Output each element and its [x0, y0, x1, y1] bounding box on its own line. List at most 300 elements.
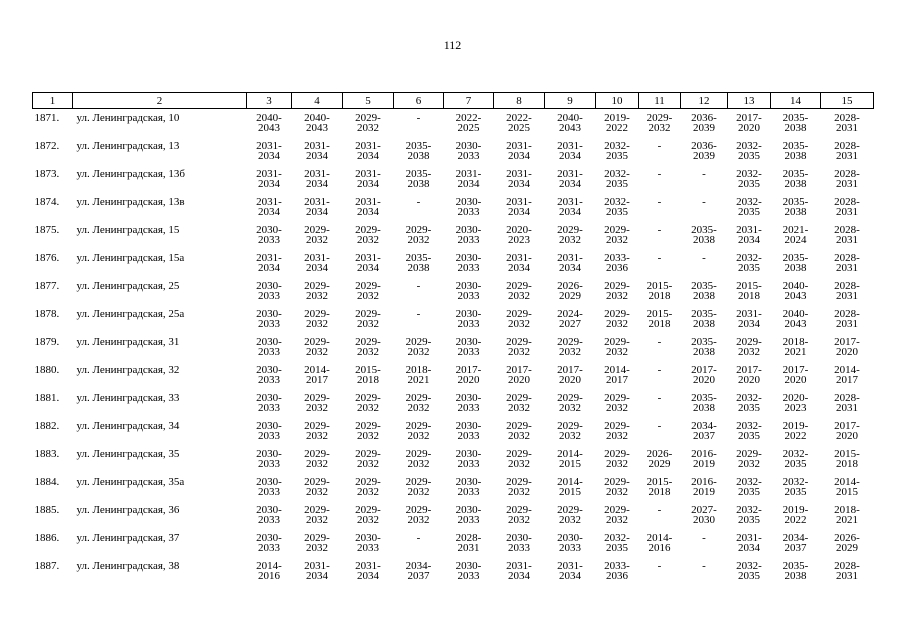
period-value: 2015- 2018	[646, 307, 673, 330]
period-cell	[681, 277, 728, 305]
period-value: 2032- 2035	[736, 475, 762, 498]
period-cell	[247, 305, 292, 333]
period-cell	[343, 361, 394, 389]
period-cell	[494, 361, 545, 389]
period-value: 2029- 2032	[506, 503, 532, 526]
period-cell	[545, 417, 596, 445]
period-cell	[771, 501, 821, 529]
period-value: 2017- 2020	[736, 112, 762, 134]
period-cell	[681, 389, 728, 417]
header-cell: 14	[771, 93, 821, 109]
period-cell	[681, 193, 728, 221]
period-cell	[247, 137, 292, 165]
period-cell	[444, 305, 494, 333]
period-cell	[343, 557, 394, 585]
period-value: 2032- 2035	[736, 167, 762, 190]
header-cell: 7	[444, 93, 494, 109]
page-number: 112	[443, 38, 462, 52]
period-cell	[394, 221, 444, 249]
period-value: 2030- 2033	[557, 531, 583, 554]
period-value: 2029- 2032	[355, 475, 381, 498]
period-value: 2029- 2032	[506, 391, 532, 414]
table-row	[33, 389, 874, 417]
period-value: -	[657, 559, 662, 572]
period-value: 2029- 2032	[506, 447, 532, 470]
period-cell	[343, 305, 394, 333]
header-cell: 1	[33, 93, 73, 109]
period-cell	[444, 557, 494, 585]
table-row	[33, 417, 874, 445]
period-cell	[292, 445, 343, 473]
period-value: 2031- 2034	[506, 251, 532, 274]
row-number: 1886.	[34, 531, 60, 544]
period-value: 2028- 2031	[834, 195, 860, 218]
period-cell	[343, 137, 394, 165]
period-cell	[821, 193, 874, 221]
period-value: -	[657, 139, 662, 152]
period-cell	[596, 165, 639, 193]
period-cell	[292, 529, 343, 557]
header-cell: 5	[343, 93, 394, 109]
period-value: 2035- 2038	[782, 559, 809, 582]
period-value: 2015- 2018	[646, 475, 673, 498]
period-cell	[444, 445, 494, 473]
period-value: 2032- 2035	[736, 251, 762, 274]
period-cell	[545, 529, 596, 557]
table-row	[33, 109, 874, 137]
period-cell	[494, 277, 545, 305]
period-cell	[728, 137, 771, 165]
period-cell	[821, 165, 874, 193]
period-cell	[771, 389, 821, 417]
period-cell	[292, 277, 343, 305]
period-cell	[494, 501, 545, 529]
period-value: 2035- 2038	[691, 307, 717, 330]
period-cell	[681, 445, 728, 473]
period-cell	[247, 473, 292, 501]
period-value: 2031- 2034	[736, 223, 762, 246]
period-value: 2033- 2036	[604, 559, 630, 582]
period-cell	[247, 557, 292, 585]
period-value: 2029- 2032	[304, 503, 330, 526]
period-value: 2014- 2017	[834, 363, 860, 386]
row-number: 1884.	[34, 475, 60, 488]
row-number: 1877.	[34, 279, 60, 292]
period-cell	[343, 389, 394, 417]
period-cell	[681, 529, 728, 557]
period-value: 2026- 2029	[646, 447, 673, 470]
period-value: 2030- 2033	[455, 419, 482, 442]
period-value: 2031- 2034	[736, 307, 762, 330]
period-cell	[247, 165, 292, 193]
period-value: 2031- 2034	[355, 559, 381, 582]
period-value: -	[657, 223, 662, 236]
period-cell	[394, 417, 444, 445]
period-cell	[821, 109, 874, 137]
period-value: 2030- 2033	[455, 279, 482, 302]
street-address: ул. Ленинградская, 15	[76, 223, 180, 236]
period-cell	[639, 333, 681, 361]
period-cell	[545, 137, 596, 165]
period-cell	[343, 445, 394, 473]
period-cell	[247, 501, 292, 529]
period-cell	[247, 221, 292, 249]
period-cell	[494, 305, 545, 333]
period-cell	[292, 249, 343, 277]
period-cell	[394, 529, 444, 557]
table-row	[33, 529, 874, 557]
period-value: 2031- 2034	[256, 195, 282, 218]
period-value: 2026- 2029	[834, 531, 860, 554]
period-value: 2030- 2033	[455, 559, 482, 582]
period-value: 2030- 2033	[455, 447, 482, 470]
period-value: 2031- 2034	[304, 195, 330, 218]
period-value: 2032- 2035	[736, 391, 762, 414]
period-value: 2015- 2018	[736, 279, 762, 302]
period-value: 2018- 2021	[782, 335, 809, 358]
period-value: 2032- 2035	[736, 419, 762, 442]
period-cell	[771, 249, 821, 277]
period-value: 2035- 2038	[691, 223, 717, 246]
period-cell	[494, 417, 545, 445]
period-value: 2040- 2043	[782, 279, 809, 302]
period-cell	[292, 389, 343, 417]
street-address: ул. Ленинградская, 15а	[76, 251, 185, 264]
period-cell	[394, 109, 444, 137]
period-value: 2028- 2031	[834, 112, 860, 134]
period-cell	[292, 193, 343, 221]
period-value: 2032- 2035	[604, 139, 630, 162]
period-value: 2014- 2015	[557, 475, 583, 498]
period-value: 2035- 2038	[405, 139, 432, 162]
period-cell	[728, 221, 771, 249]
period-value: 2029- 2032	[557, 503, 583, 526]
period-value: 2031- 2034	[557, 559, 583, 582]
header-cell: 4	[292, 93, 343, 109]
period-cell	[444, 333, 494, 361]
period-cell	[494, 473, 545, 501]
period-value: 2035- 2038	[405, 167, 432, 190]
period-cell	[596, 445, 639, 473]
period-value: 2031- 2034	[304, 167, 330, 190]
period-value: 2029- 2032	[604, 335, 630, 358]
period-value: -	[702, 167, 706, 180]
period-value: -	[416, 279, 421, 292]
period-cell	[728, 529, 771, 557]
period-value: 2030- 2033	[256, 363, 282, 386]
period-cell	[343, 109, 394, 137]
period-cell	[639, 165, 681, 193]
period-cell	[639, 417, 681, 445]
period-cell	[821, 389, 874, 417]
period-cell	[545, 305, 596, 333]
street-address: ул. Ленинградская, 13	[76, 139, 180, 152]
period-value: 2030- 2033	[455, 223, 482, 246]
period-cell	[821, 249, 874, 277]
period-cell	[394, 277, 444, 305]
period-value: 2028- 2031	[834, 559, 860, 582]
period-cell	[639, 361, 681, 389]
period-cell	[771, 473, 821, 501]
period-value: 2030- 2033	[455, 307, 482, 330]
period-cell	[494, 529, 545, 557]
period-value: 2031- 2034	[355, 251, 381, 274]
period-cell	[545, 473, 596, 501]
period-value: -	[657, 363, 662, 376]
period-value: 2029- 2032	[405, 503, 432, 526]
period-cell	[494, 221, 545, 249]
period-cell	[292, 109, 343, 137]
period-value: 2031- 2034	[506, 559, 532, 582]
period-value: 2028- 2031	[834, 167, 860, 190]
period-value: 2035- 2038	[691, 391, 717, 414]
period-cell	[639, 501, 681, 529]
period-value: 2040- 2043	[557, 112, 583, 134]
period-cell	[728, 193, 771, 221]
period-value: 2029- 2032	[304, 475, 330, 498]
period-value: 2029- 2032	[304, 419, 330, 442]
period-cell	[545, 445, 596, 473]
period-cell	[394, 165, 444, 193]
period-cell	[444, 389, 494, 417]
table-row	[33, 277, 874, 305]
period-value: 2030- 2033	[455, 391, 482, 414]
period-value: 2031- 2034	[355, 167, 381, 190]
period-value: 2030- 2033	[455, 335, 482, 358]
period-value: -	[702, 251, 706, 264]
period-value: 2017- 2020	[691, 363, 717, 386]
period-value: -	[702, 531, 706, 544]
period-cell	[681, 137, 728, 165]
period-value: 2032- 2035	[782, 447, 809, 470]
period-cell	[545, 389, 596, 417]
table-row	[33, 193, 874, 221]
row-number: 1882.	[34, 419, 60, 432]
period-value: 2032- 2035	[604, 195, 630, 218]
period-cell	[771, 109, 821, 137]
period-cell	[771, 361, 821, 389]
period-value: 2034- 2037	[691, 419, 717, 442]
period-cell	[639, 305, 681, 333]
period-value: -	[416, 531, 421, 544]
period-value: 2029- 2032	[355, 279, 381, 302]
period-value: 2015- 2018	[646, 279, 673, 302]
period-value: 2028- 2031	[834, 279, 860, 302]
period-cell	[247, 389, 292, 417]
period-value: 2032- 2035	[736, 503, 762, 526]
period-cell	[639, 445, 681, 473]
period-cell	[728, 473, 771, 501]
period-value: 2028- 2031	[834, 139, 860, 162]
period-value: -	[657, 335, 662, 348]
period-value: 2031- 2034	[304, 559, 330, 582]
period-cell	[247, 193, 292, 221]
period-cell	[681, 557, 728, 585]
period-cell	[343, 165, 394, 193]
period-cell	[681, 109, 728, 137]
period-value: 2029- 2032	[304, 223, 330, 246]
period-value: 2029- 2032	[355, 307, 381, 330]
period-value: 2030- 2033	[455, 503, 482, 526]
period-value: 2030- 2033	[256, 475, 282, 498]
period-cell	[394, 193, 444, 221]
street-address: ул. Ленинградская, 13б	[76, 167, 186, 180]
period-cell	[247, 445, 292, 473]
period-value: -	[657, 251, 662, 264]
period-cell	[545, 249, 596, 277]
header-cell: 12	[681, 93, 728, 109]
period-cell	[681, 165, 728, 193]
period-cell	[444, 193, 494, 221]
row-number: 1875.	[34, 223, 60, 236]
period-cell	[494, 389, 545, 417]
period-cell	[681, 417, 728, 445]
period-cell	[639, 389, 681, 417]
period-value: 2031- 2034	[557, 139, 583, 162]
period-cell	[771, 193, 821, 221]
street-address: ул. Ленинградская, 33	[76, 391, 180, 404]
period-cell	[394, 557, 444, 585]
period-value: 2029- 2032	[506, 335, 532, 358]
period-cell	[821, 137, 874, 165]
period-value: 2030- 2033	[455, 139, 482, 162]
period-cell	[596, 361, 639, 389]
period-value: 2036- 2039	[691, 112, 717, 134]
period-value: 2029- 2032	[355, 447, 381, 470]
period-value: 2029- 2032	[405, 223, 432, 246]
period-value: 2034- 2037	[405, 559, 432, 582]
period-cell	[444, 137, 494, 165]
period-value: 2029- 2032	[304, 391, 330, 414]
period-cell	[728, 557, 771, 585]
period-cell	[771, 445, 821, 473]
period-value: 2032- 2035	[736, 139, 762, 162]
period-value: 2022- 2025	[455, 112, 482, 134]
period-value: -	[657, 391, 662, 404]
row-number: 1887.	[34, 559, 60, 572]
period-value: -	[657, 419, 662, 432]
period-value: 2018- 2021	[834, 503, 860, 526]
period-cell	[728, 501, 771, 529]
period-value: 2033- 2036	[604, 251, 630, 274]
period-cell	[444, 501, 494, 529]
header-cell: 2	[73, 93, 247, 109]
period-value: 2029- 2032	[557, 419, 583, 442]
street-address: ул. Ленинградская, 36	[76, 503, 180, 516]
period-value: 2031- 2034	[256, 251, 282, 274]
table-row	[33, 137, 874, 165]
period-cell	[596, 249, 639, 277]
period-cell	[596, 333, 639, 361]
period-cell	[394, 501, 444, 529]
period-cell	[292, 137, 343, 165]
period-value: 2014- 2016	[646, 531, 673, 554]
period-value: 2032- 2035	[604, 167, 630, 190]
row-number: 1881.	[34, 391, 60, 404]
period-value: 2029- 2032	[604, 475, 630, 498]
period-value: 2029- 2032	[604, 503, 630, 526]
period-value: 2030- 2033	[256, 419, 282, 442]
period-value: 2032- 2035	[604, 531, 630, 554]
row-number: 1880.	[34, 363, 60, 376]
street-address: ул. Ленинградская, 31	[76, 335, 180, 348]
period-cell	[343, 473, 394, 501]
period-value: 2020- 2023	[506, 223, 532, 246]
period-cell	[771, 165, 821, 193]
period-value: -	[416, 112, 421, 124]
period-value: 2032- 2035	[782, 475, 809, 498]
period-value: 2029- 2032	[506, 279, 532, 302]
period-value: 2029- 2032	[736, 335, 762, 358]
period-cell	[247, 529, 292, 557]
period-cell	[596, 389, 639, 417]
period-value: 2028- 2031	[834, 251, 860, 274]
period-value: 2029- 2032	[304, 307, 330, 330]
period-value: -	[657, 195, 662, 208]
period-value: 2030- 2033	[355, 531, 381, 554]
period-cell	[596, 221, 639, 249]
street-address: ул. Ленинградская, 34	[76, 419, 180, 432]
period-cell	[343, 221, 394, 249]
period-value: 2030- 2033	[256, 531, 282, 554]
period-value: 2014- 2017	[604, 363, 630, 386]
period-cell	[292, 361, 343, 389]
period-value: 2017- 2020	[834, 335, 860, 358]
period-value: 2030- 2033	[256, 279, 282, 302]
period-cell	[596, 193, 639, 221]
period-value: 2015- 2018	[355, 363, 381, 386]
period-cell	[545, 557, 596, 585]
period-cell	[394, 445, 444, 473]
table-row	[33, 333, 874, 361]
period-cell	[545, 501, 596, 529]
row-number: 1873.	[34, 167, 60, 180]
period-value: 2029- 2032	[604, 279, 630, 302]
street-address: ул. Ленинградская, 35а	[76, 475, 185, 488]
period-cell	[821, 473, 874, 501]
period-value: 2015- 2018	[834, 447, 860, 470]
period-cell	[444, 109, 494, 137]
period-cell	[821, 333, 874, 361]
period-value: 2029- 2032	[355, 503, 381, 526]
period-cell	[343, 277, 394, 305]
period-value: 2022- 2025	[506, 112, 532, 134]
period-cell	[771, 277, 821, 305]
period-value: 2030- 2033	[256, 503, 282, 526]
period-value: 2028- 2031	[834, 223, 860, 246]
period-value: 2034- 2037	[782, 531, 809, 554]
period-cell	[596, 557, 639, 585]
period-value: 2019- 2022	[782, 419, 809, 442]
period-value: 2031- 2034	[256, 139, 282, 162]
street-address: ул. Ленинградская, 10	[76, 112, 180, 124]
period-cell	[444, 221, 494, 249]
period-value: -	[416, 195, 421, 208]
header-cell: 9	[545, 93, 596, 109]
period-cell	[639, 109, 681, 137]
period-cell	[444, 529, 494, 557]
period-value: 2017- 2020	[455, 363, 482, 386]
row-number: 1871.	[34, 112, 60, 124]
period-cell	[444, 277, 494, 305]
period-value: 2029- 2032	[304, 335, 330, 358]
period-value: 2029- 2032	[405, 475, 432, 498]
period-value: 2030- 2033	[455, 475, 482, 498]
period-value: 2020- 2023	[782, 391, 809, 414]
period-cell	[821, 361, 874, 389]
row-number: 1874.	[34, 195, 60, 208]
street-address: ул. Ленинградская, 37	[76, 531, 180, 544]
